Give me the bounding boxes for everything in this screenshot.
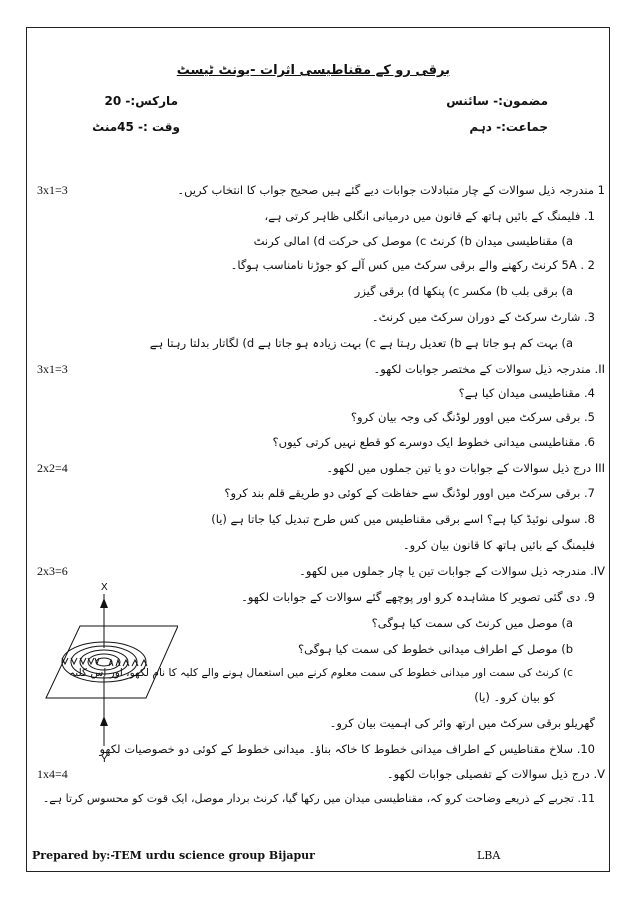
- section-3-marks: 2x2=4: [37, 461, 68, 475]
- question-9: 9. دی گئی تصویر کا مشاہدہ کرو اور پوچھے گئے سوالات کے جوابات لکھو۔: [241, 590, 595, 604]
- question-10: 10. سلاخ مقناطیس کے اطراف میدانی خطوط کا خاکہ بناؤ۔ میدانی خطوط کے کوئی دو خصوصیات لکھو: [99, 742, 595, 756]
- current-arrow-lower: [100, 716, 108, 726]
- subject-label: مضمون:- سائنس: [446, 94, 548, 108]
- question-5: 5. برقی سرکٹ میں اوور لوڈنگ کی وجہ بیان کرو؟: [350, 410, 595, 424]
- section-1-heading: 1 مندرجہ ذیل سوالات کے چار متبادلات جوابات دیے گئے ہیں صحیح جواب کا انتخاب کریں۔: [177, 183, 605, 197]
- question-9c: c) کرنٹ کی سمت اور میدانی خطوط کی سمت معلوم کرنے میں استعمال ہونے والے کلیہ کا نام لکھو، اور اس کلیہ: [69, 667, 573, 679]
- question-1-options: a) مقناطیسی میدان b) کرنٹ c) موصل کی حرکت d) امالی کرنٹ: [253, 234, 573, 248]
- question-9-alternative: گھریلو برقی سرکٹ میں ارتھ وائر کی اہمیت بیان کرو۔: [329, 716, 595, 730]
- question-2: 2 . 5A کرنٹ رکھنے والے برقی سرکٹ میں کس آلے کو جوڑنا نامناسب ہوگا۔: [230, 258, 595, 272]
- conductor-field-diagram: [38, 576, 178, 766]
- question-4: 4. مقناطیسی میدان کیا ہے؟: [458, 386, 595, 400]
- section-5-heading: V. درج ذیل سوالات کے تفصیلی جوابات لکھو۔: [386, 767, 605, 781]
- paper-code: LBA: [477, 849, 501, 862]
- question-8-alternative: فلیمنگ کے بائیں ہاتھ کا قانون بیان کرو۔: [402, 538, 595, 552]
- page-title: برقی رو کے مقناطیسی اثرات -یونٹ ٹیسٹ: [176, 63, 450, 78]
- question-9b: b) موصل کے اطراف میدانی خطوط کی سمت کیا ہوگی؟: [298, 642, 573, 656]
- class-label: جماعت:- دہم: [469, 120, 548, 134]
- magnetic-field-figure: [38, 576, 178, 766]
- question-1: 1. فلیمنگ کے بائیں ہاتھ کے قانون میں درمیانی انگلی ظاہر کرتی ہے،: [264, 209, 595, 223]
- section-5-marks: 1x4=4: [37, 767, 68, 781]
- question-9a: a) موصل میں کرنٹ کی سمت کیا ہوگی؟: [371, 616, 573, 630]
- question-2-options: a) برقی بلب b) مکسر c) پنکھا d) برقی گیزر: [354, 284, 573, 298]
- question-3-options: a) بہت کم ہو جاتا ہے b) تعدیل رہتا ہے c) بہت زیادہ ہو جاتا ہے d) لگاتار بدلتا رہتا ہے: [149, 336, 573, 350]
- section-1-marks: 3x1=3: [37, 183, 68, 197]
- time-label: وقت :- 45منٹ: [92, 120, 180, 134]
- section-2-heading: II. مندرجہ ذیل سوالات کے مختصر جوابات لکھو۔: [373, 362, 605, 376]
- section-2-marks: 3x1=3: [37, 362, 68, 376]
- current-arrow-upper: [100, 598, 108, 608]
- question-11: 11. تجربے کے ذریعے وضاحت کرو کہ، مقناطیسی میدان میں رکھا گیا، کرنٹ بردار موصل، ایک قوت کو محسوس کرتا ہے۔: [42, 792, 595, 805]
- label-x: X: [101, 582, 108, 593]
- marks-label: مارکس:- 20: [104, 94, 178, 108]
- section-4-heading: IV. مندرجہ ذیل سوالات کے جوابات تین یا چار جملوں میں لکھو۔: [299, 564, 605, 578]
- field-line-2: [88, 654, 120, 670]
- question-7: 7. برقی سرکٹ میں اوور لوڈنگ سے حفاظت کے کوئی دو طریقے قلم بند کرو؟: [224, 486, 595, 500]
- question-3: 3. شارٹ سرکٹ کے دوران سرکٹ میں کرنٹ۔: [371, 310, 595, 324]
- section-3-heading: III درج ذیل سوالات کے جوابات دو یا تین جملوں میں لکھو۔: [326, 461, 605, 475]
- question-8: 8. سولی نوئیڈ کیا ہے؟ اسے برقی مقناطیس میں کس طرح تبدیل کیا جاتا ہے (یا): [211, 512, 595, 526]
- prepared-by: Prepared by:-TEM urdu science group Bijapur: [32, 849, 315, 862]
- question-9c-continued: کو بیان کرو۔ (یا): [474, 690, 555, 704]
- question-6: 6. مقناطیسی میدانی خطوط ایک دوسرے کو قطع نہیں کرتی کیوں؟: [272, 435, 595, 449]
- label-y: Y: [101, 754, 108, 765]
- section-4-marks: 2x3=6: [37, 564, 68, 578]
